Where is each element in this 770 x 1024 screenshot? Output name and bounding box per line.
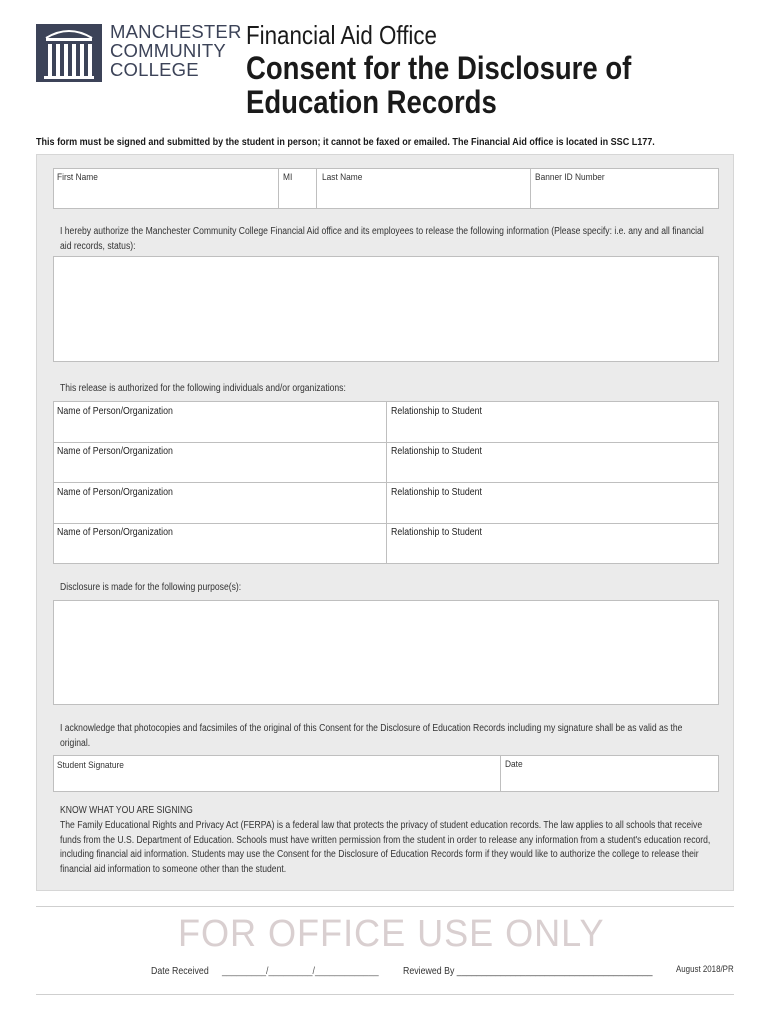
purpose-text: Disclosure is made for the following purpose(s): [60,582,242,593]
authorize-text: I hereby authorize the Manchester Community College Financial Aid office and its employees to release the following information (Please specify: i.e. any and all financial aid records, status): [60,226,704,252]
ferpa-notice: The Family Educational Rights and Privacy Act (FERPA) is a federal law that protects the privacy of student education records. The law applies to all schools that receive funds from the U.S. Department of Education. Schools must have written permission from the student in order to release any information from a student's education record, including financial aid information. Students may use the Consent for the Disclosure of Education Records form if they would like to authorize the college to release their financial aid information to someone other than the student. [60,820,711,875]
college-name-line1: MANCHESTER [110,21,242,42]
form-title [246,51,631,119]
date-received-blank: _________/_________/_____________ [222,966,379,977]
information-field[interactable] [53,256,719,362]
recipient-name-label: Name of Person/Organization [57,406,173,417]
mi-label: MI [283,172,293,183]
last-name-label: Last Name [322,172,363,183]
last-name-field[interactable] [316,168,530,209]
college-name [110,22,242,79]
college-name-line2: COMMUNITY [110,40,226,61]
divider [36,994,734,995]
recipient-row[interactable] [54,402,718,443]
recipients-table [53,401,719,564]
recipient-row[interactable] [54,442,718,483]
recipient-row[interactable] [54,483,718,524]
building-columns-icon [36,24,102,82]
revision-date: August 2018/PR [676,964,734,974]
divider [36,906,734,907]
recipient-name-label: Name of Person/Organization [57,527,173,538]
banner-id-label: Banner ID Number [535,172,605,183]
relationship-label: Relationship to Student [391,446,482,457]
relationship-label: Relationship to Student [391,406,482,417]
recipient-name-label: Name of Person/Organization [57,487,173,498]
form-title-line2: Education Records [246,84,497,120]
banner-id-field[interactable] [530,168,719,209]
purpose-field[interactable] [53,600,719,705]
date-label: Date [505,759,523,770]
recipient-name-label: Name of Person/Organization [57,446,173,457]
first-name-label: First Name [57,172,98,183]
college-logo [36,24,102,82]
form-title-line1: Consent for the Disclosure of [246,50,632,86]
mi-field[interactable] [278,168,316,209]
release-text: This release is authorized for the following individuals and/or organizations: [60,383,346,394]
relationship-label: Relationship to Student [391,487,482,498]
relationship-label: Relationship to Student [391,527,482,538]
know-heading: KNOW WHAT YOU ARE SIGNING [60,805,193,816]
acknowledge-text: I acknowledge that photocopies and facsimiles of the original of this Consent for the Disclosure of Education Records including my signature shall be as valid as the original. [60,723,683,749]
student-signature-field[interactable] [53,755,500,792]
office-use-banner: FOR OFFICE USE ONLY [178,913,605,955]
recipient-row[interactable] [54,523,718,563]
signature-date-field[interactable] [500,755,719,792]
reviewed-by-label: Reviewed By ________________________________________ [403,966,653,977]
first-name-field[interactable] [53,168,278,209]
student-signature-label: Student Signature [57,760,124,771]
college-name-line3: COLLEGE [110,59,199,80]
date-received-label: Date Received [151,966,209,977]
office-title: Financial Aid Office [246,20,438,50]
intro-instructions: This form must be signed and submitted by the student in person; it cannot be faxed or emailed. The Financial Aid office is located in SSC L177. [36,136,655,148]
